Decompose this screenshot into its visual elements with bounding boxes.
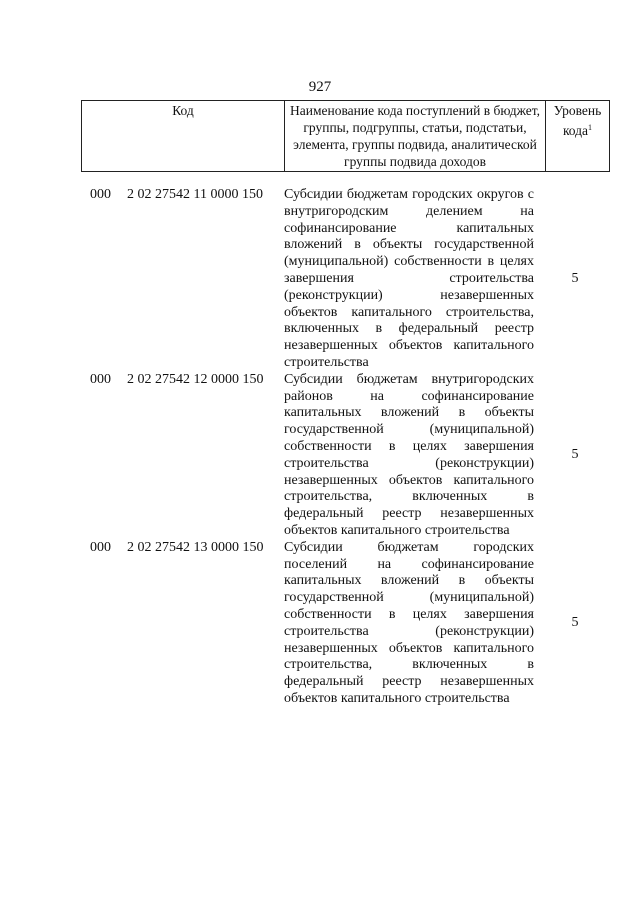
header-name: Наименование кода поступлений в бюджет, группы, подгруппы, статьи, подстатьи, элемента, группы подвида, аналитической группы подвида доходов — [285, 101, 546, 172]
table-header — [81, 100, 610, 172]
admin-code: 000 — [90, 187, 111, 202]
income-code: 2 02 27542 11 0000 150 — [127, 187, 263, 202]
income-code: 2 02 27542 13 0000 150 — [127, 539, 264, 555]
header-code: Код — [82, 101, 285, 172]
income-code: 2 02 27542 12 0000 150 — [127, 371, 264, 387]
header-level-footnote: 1 — [588, 123, 593, 132]
code-level: 5 — [571, 270, 579, 286]
code-level: 5 — [571, 615, 579, 631]
code-level: 5 — [571, 447, 579, 463]
header-level-label: Уровень кода — [553, 103, 602, 138]
income-name: Субсидии бюджетам городских поселений на софинансирование капитальных вложений в объекты государственной (муниципальной) собственности в целях завершения строительства (реконструкции) незавершенных объектов капитального строительства, включенных в федеральный реестр незавершенных объектов капитального строительства — [284, 539, 534, 706]
page-number: 927 — [308, 79, 332, 95]
table-row — [81, 187, 610, 372]
header-level — [546, 101, 610, 172]
table-row — [81, 540, 610, 708]
admin-code: 000 — [90, 539, 111, 555]
table-row — [81, 372, 610, 540]
income-code-list — [81, 187, 610, 708]
income-name: Субсидии бюджетам внутригородских районов на софинансирование капитальных вложений в объекты государственной (муниципальной) собственности в целях завершения строительства (реконструкции) незавершенных объектов капитального строительства, включенных в федеральный реестр незавершенных объектов капитального строительства — [284, 371, 534, 538]
admin-code: 000 — [90, 371, 111, 387]
income-name: Субсидии бюджетам городских округов с внутригородским делением на софинансирование капитальных вложений в объекты государственной (муниципальной) собственности в целях завершения строительства (реконструкции) незавершенных объектов капитального строительства, включенных в федеральный реестр незавершенных объектов капитального строительства — [284, 187, 534, 370]
